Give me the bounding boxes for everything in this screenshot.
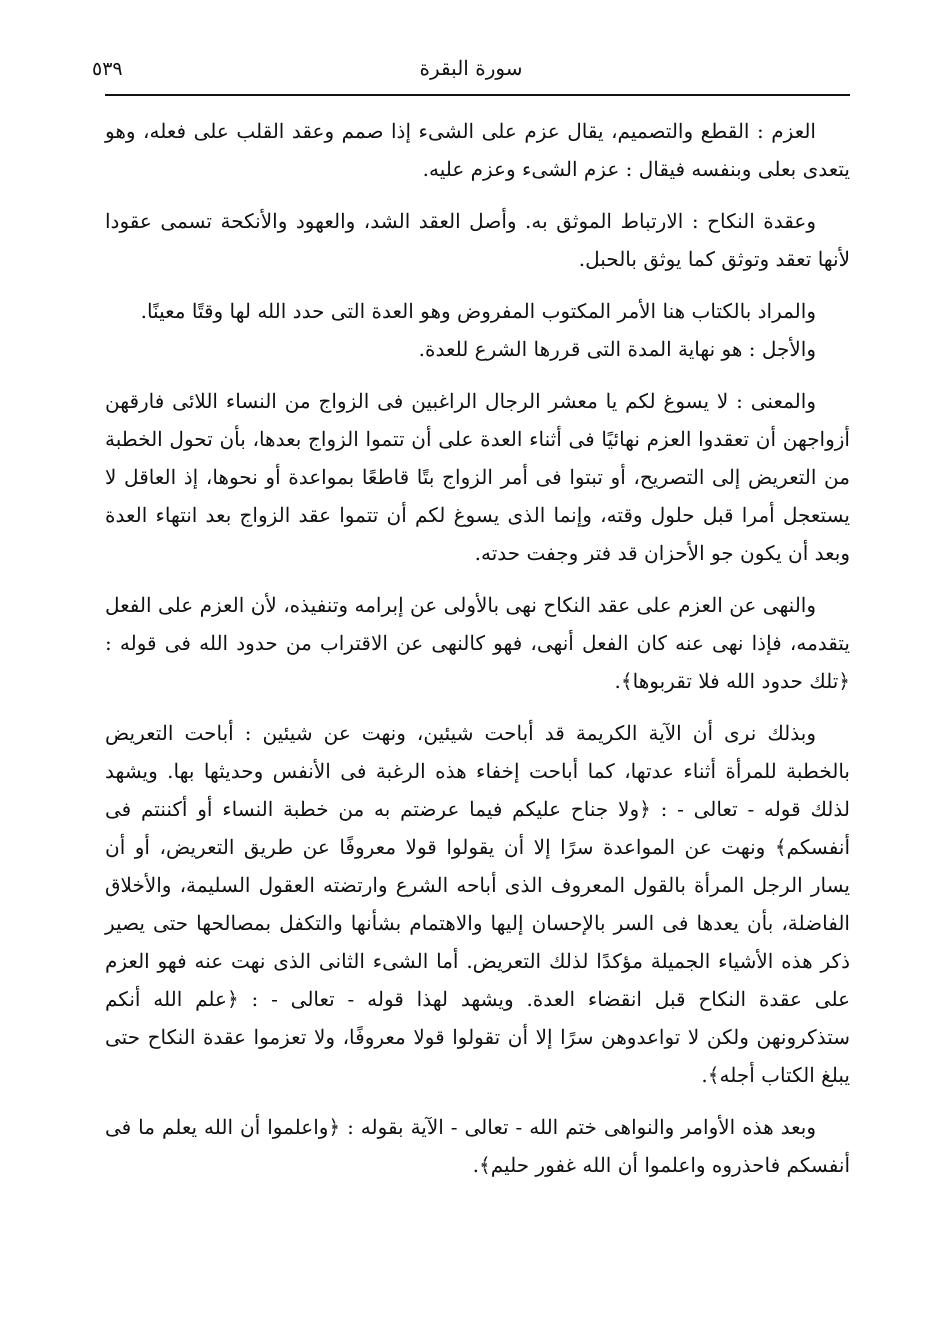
- page-header: [92, 52, 850, 92]
- header-divider: [105, 94, 850, 96]
- paragraph-conclusion: وبعد هذه الأوامر والنواهى ختم الله - تعالى - الآية بقوله : ﴿واعلموا أن الله يعلم ما فى أنفسكم فاحذروه واعلموا أن الله غفور حليم﴾.: [105, 1115, 850, 1177]
- paragraph-kitab-meaning: والمراد بالكتاب هنا الأمر المكتوب المفروض وهو العدة التى حدد الله لها وقتًا معينًا.: [140, 299, 816, 323]
- paragraph-azm-definition: العزم : القطع والتصميم، يقال عزم على الشىء إذا صمم وعقد القلب على فعله، وهو يتعدى بعلى وبنفسه فيقال : عزم الشىء وعزم عليه.: [105, 119, 850, 181]
- paragraph-prohibition: والنهى عن العزم على عقد النكاح نهى بالأولى عن إبرامه وتنفيذه، لأن العزم على الفعل يتقدمه، فإذا نهى عنه كان الفعل أنهى، فهو كالنهى عن الاقتراب من حدود الله فى قوله : ﴿تلك حدود الله فلا تقربوها﴾.: [105, 593, 850, 693]
- paragraph-general-meaning: والمعنى : لا يسوغ لكم يا معشر الرجال الراغبين فى الزواج من النساء اللائى فارقهن أزواجهن أن تعقدوا العزم نهائيًا فى أثناء العدة على أن تتموا الزواج بعدها، بأن تحول الخطبة من التعريض إلى التصريح، أو تبتوا فى أمر الزواج بتًا قاطعًا بمواعدة أو نحوها، إذ العاقل لا يستعجل أمرا قبل حلول وقته، وإنما الذى يسوغ لكم أن تتموا عقد الزواج بعد انتهاء العدة وبعد أن يكون جو الأحزان قد فتر وجفت حدته.: [105, 389, 850, 565]
- paragraph-ajal-meaning: والأجل : هو نهاية المدة التى قررها الشرع للعدة.: [418, 337, 816, 361]
- paragraph-uqdat-nikah: وعقدة النكاح : الارتباط الموثق به. وأصل العقد الشد، والعهود والأنكحة تسمى عقودا لأنها تعقد وتوثق كما يوثق بالحبل.: [105, 209, 850, 271]
- page-body: [105, 112, 850, 1184]
- page-number: ٥٣٩: [92, 58, 123, 80]
- surah-title: سورة البقرة: [419, 56, 523, 80]
- paragraph-two-permissions: وبذلك نرى أن الآية الكريمة قد أباحت شيئين، ونهت عن شيئين : أباحت التعريض بالخطبة للمرأة أثناء عدتها، كما أباحت إخفاء هذه الرغبة فى الأنفس وحديثها بها. ويشهد لذلك قوله - تعالى - : ﴿ولا جناح عليكم فيما عرضتم به من خطبة النساء أو أكننتم فى أنفسكم﴾ ونهت عن المواعدة سرًا إلا أن يقولوا قولا معروفًا عن طريق التعريض، أو أن يسار الرجل المرأة بالقول المعروف الذى أباحه الشرع وارتضته العقول السليمة، والأخلاق الفاضلة، بأن يعدها فى السر بالإحسان إليها والاهتمام بشأنها والتكفل بمصالحها حتى يصير ذكر هذه الأشياء الجميلة مؤكدًا لذلك التعريض. أما الشىء الثانى الذى نهت عنه فهو العزم على عقدة النكاح قبل انقضاء العدة. ويشهد لهذا قوله - تعالى - : ﴿علم الله أنكم ستذكرونهن ولكن لا تواعدوهن سرًا إلا أن تقولوا قولا معروفًا، ولا تعزموا عقدة النكاح حتى يبلغ الكتاب أجله﴾.: [105, 721, 850, 1087]
